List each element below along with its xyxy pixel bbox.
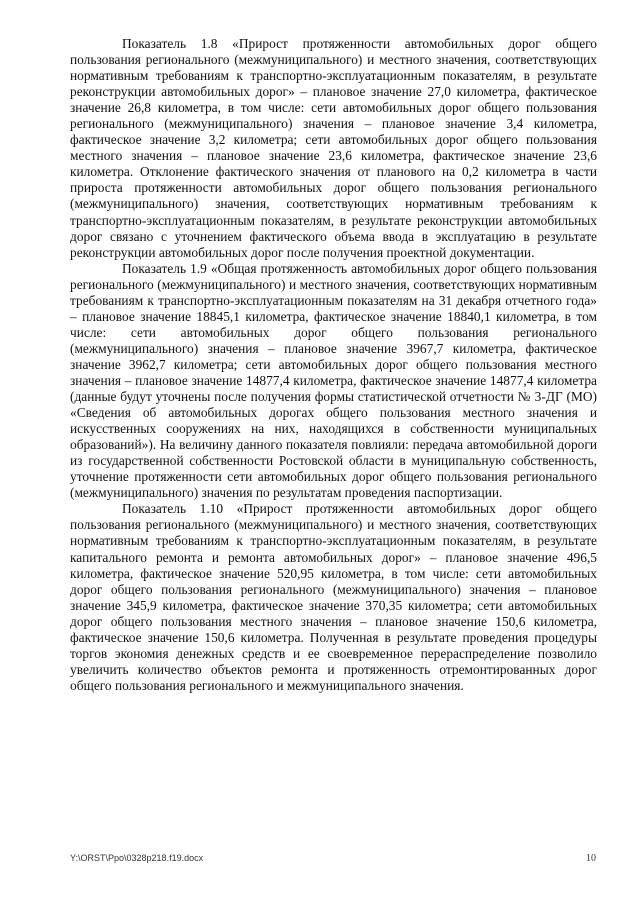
paragraph-indicator-1-10: Показатель 1.10 «Прирост протяженности автомобильных дорог общего пользования регионального (межмуниципального) и местного значения, соответствующих нормативным требованиям к транспортно-эксплуатационным показателям, в результате капитального ремонта и ремонта автомобильных дорог» – плановое значение 496,5 километра, фактическое значение 520,95 километра, в том числе: сети автомобильных дорог общего пользования регионального (межмуниципального) значения – плановое значение 345,9 километра, фактическое значение 370,35 километра; сети автомобильных дорог общего пользования местного значения – плановое значение 150,6 километра, фактическое значение 150,6 километра. Полученная в результате проведения процедуры торгов экономия денежных средств и ее своевременное перераспределение позволило увеличить количество объектов ремонта и протяженность отремонтированных дорог общего пользования регионального и межмуниципального значения. <box>70 501 597 693</box>
paragraph-indicator-1-9: Показатель 1.9 «Общая протяженность автомобильных дорог общего пользования регионального (межмуниципального) и местного значения, соответствующих нормативным требованиям к транспортно-эксплуатационным показателям на 31 декабря отчетного года» – плановое значение 18845,1 километра, фактическое значение 18840,1 километра, в том числе: сети автомобильных дорог общего пользования регионального (межмуниципального) значения – плановое значение 3967,7 километра, фактическое значение 3962,7 километра; сети автомобильных дорог общего пользования местного значения – плановое значение 14877,4 километра, фактическое значение 14877,4 километра (данные будут уточнены после получения формы статистической отчетности № 3-ДГ (МО) «Сведения об автомобильных дорогах общего пользования местного значения и искусственных сооружениях на них, находящихся в собственности муниципальных образований»). На величину данного показателя повлияли: передача автомобильной дороги из государственной собственности Ростовской области в муниципальную собственность, уточнение протяженности сети автомобильных дорог общего пользования регионального (межмуниципального) значения по результатам проведения паспортизации. <box>70 260 597 501</box>
footer-file-path: Y:\ORST\Ppo\0328p218.f19.docx <box>70 853 204 863</box>
document-body <box>70 36 597 694</box>
page-number: 10 <box>586 853 596 864</box>
paragraph-indicator-1-8: Показатель 1.8 «Прирост протяженности автомобильных дорог общего пользования регионального (межмуниципального) и местного значения, соответствующих нормативным требованиям к транспортно-эксплуатационным показателям, в результате реконструкции автомобильных дорог» – плановое значение 27,0 километра, фактическое значение 26,8 километра, в том числе: сети автомобильных дорог общего пользования регионального (межмуниципального) значения – плановое значение 3,4 километра, фактическое значение 3,2 километра; сети автомобильных дорог общего пользования местного значения – плановое значение 23,6 километра, фактическое значение 23,6 километра. Отклонение фактического значения от планового на 0,2 километра в части прироста протяженности автомобильных дорог общего пользования регионального (межмуниципального) значения, соответствующих нормативным требованиям к транспортно-эксплуатационным показателям, в результате реконструкции автомобильных дорог связано с уточнением фактического объема ввода в эксплуатацию в результате реконструкции автомобильных дорог после получения проектной документации. <box>70 36 597 260</box>
